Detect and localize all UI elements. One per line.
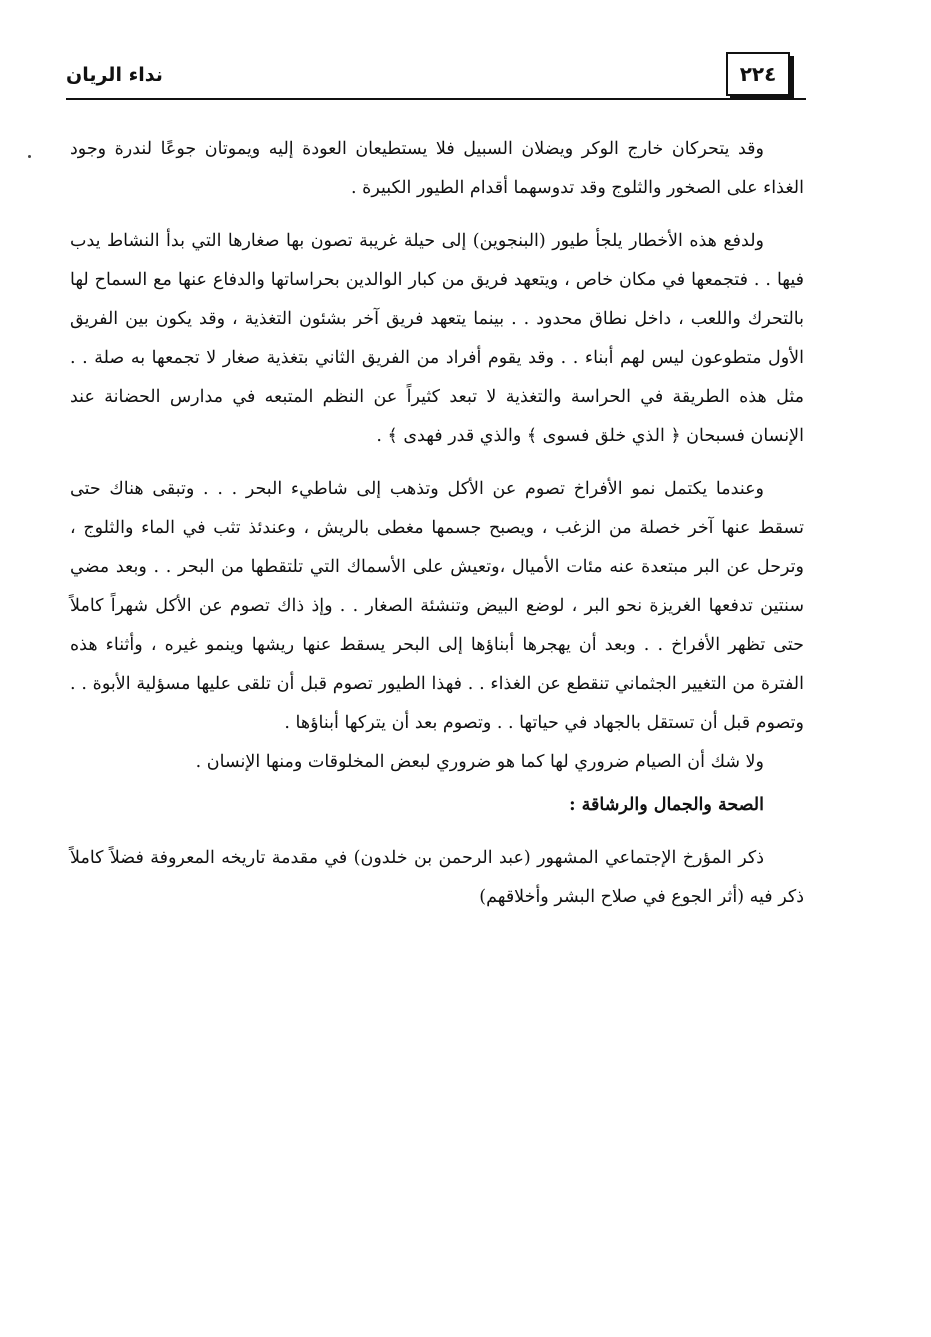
body-text [70,130,804,917]
page-number: ٢٢٤ [726,52,790,96]
header-rule [66,98,806,100]
margin-mark [28,155,31,158]
paragraph: وقد يتحركان خارج الوكر ويضلان السبيل فلا يستطيعان العودة إليه ويموتان جوعًا لندرة وجود الغذاء على الصخور والثلوج وقد تدوسهما أقدام الطيور الكبيرة . [70,139,804,198]
paragraph: ولا شك أن الصيام ضروري لها كما هو ضروري لبعض المخلوقات ومنها الإنسان . [195,752,764,772]
page-header [66,52,806,100]
section-heading: الصحة والجمال والرشاقة : [569,795,764,815]
paragraph: ذكر المؤرخ الإجتماعي المشهور (عبد الرحمن بن خلدون) في مقدمة تاريخه المعروفة فضلاً كاملاً ذكر فيه (أثر الجوع في صلاح البشر وأخلاقهم) [70,848,804,907]
running-title: نداء الريان [66,64,163,86]
paragraph: وعندما يكتمل نمو الأفراخ تصوم عن الأكل وتذهب إلى شاطيء البحر . . . وتبقى هناك حتى تسقط عنها آخر خصلة من الزغب ، ويصبح جسمها مغطى بالريش ، وعندئذ تثب في الماء والثلوج ، وترحل عن البر مبتعدة عنه مئات الأميال ،وتعيش على الأسماك التي تلتقطها من البحر . . وبعد مضي سنتين تدفعها الغريزة نحو البر ، لوضع البيض وتنشئة الصغار . . وإذ ذاك تصوم عن الأكل شهراً كاملاً حتى تظهر الأفراخ . . وبعد أن يهجرها أبناؤها إلى البحر يسقط عنها ريشها وينمو غيره ، وأثناء هذه الفترة من التغيير الجثماني تنقطع عن الغذاء . . فهذا الطيور تصوم قبل أن تلقى عليها مسؤلية الأبوة . . وتصوم قبل أن تستقل بالجهاد في حياتها . . وتصوم بعد أن يتركها أبناؤها . [70,479,804,733]
paragraph: ولدفع هذه الأخطار يلجأ طيور (البنجوين) إلى حيلة غريبة تصون بها صغارها التي بدأ النشاط يدب فيها . . فتجمعها في مكان خاص ، ويتعهد فريق من كبار الوالدين بحراساتها والدفاع عنها مع السماح لها بالتحرك واللعب ، داخل نطاق محدود . . بينما يتعهد فريق آخر بشئون التغذية ، وقد يكون بين الفريق الأول متطوعون ليس لهم أبناء . . وقد يقوم أفراد من الفريق الثاني بتغذية صغار لا تجمعها به صلة . . مثل هذه الطريقة في الحراسة والتغذية لا تبعد كثيراً عن النظم المتبعه في مدارس الحضانة عند الإنسان فسبحان ﴿ الذي خلق فسوى ﴾ والذي قدر فهدى ﴾ . [70,231,805,446]
